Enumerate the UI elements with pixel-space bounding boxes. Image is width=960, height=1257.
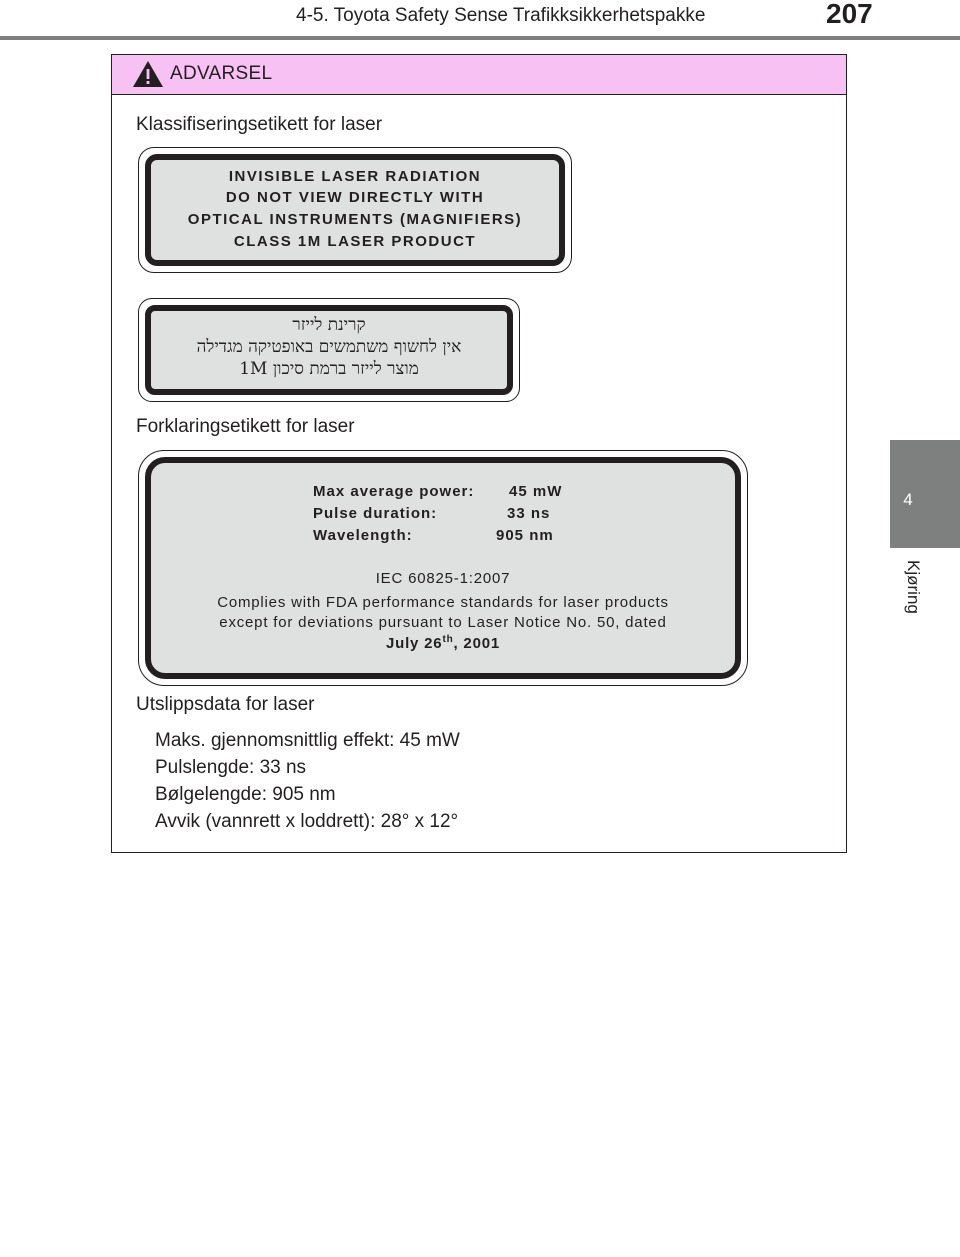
laser-explanation-label (138, 450, 748, 686)
emission-item: Avvik (vannrett x loddrett): 28° x 12° (155, 811, 459, 832)
label-line: DO NOT VIEW DIRECTLY WITH (225, 189, 485, 206)
emission-heading: Utslippsdata for laser (136, 694, 315, 715)
laser-classification-label-english (138, 147, 572, 273)
compliance-date: July 26th, 2001 (385, 634, 501, 652)
chapter-tab (890, 440, 960, 548)
chapter-number: 4 (903, 490, 913, 509)
emission-item: Maks. gjennomsnittlig effekt: 45 mW (155, 730, 460, 751)
warning-header (112, 55, 846, 95)
spec-value: 33 ns (507, 505, 551, 522)
spec-name: Wavelength: (313, 527, 413, 544)
label-line: אין לחשוף משתמשים באופטיקה מגדילה (196, 337, 462, 357)
classification-heading: Klassifiseringsetikett for laser (136, 114, 383, 135)
laser-classification-label-hebrew (138, 298, 520, 402)
spec-value: 45 mW (509, 483, 563, 500)
emission-item: Bølgelengde: 905 nm (155, 784, 336, 805)
page-number: 207 (826, 0, 873, 29)
spec-name: Max average power: (313, 483, 475, 500)
spec-name: Pulse duration: (313, 505, 438, 522)
label-line: CLASS 1M LASER PRODUCT (233, 233, 477, 250)
explanation-heading: Forklaringsetikett for laser (136, 416, 355, 437)
iec-standard: IEC 60825-1:2007 (375, 570, 511, 587)
spec-value: 905 nm (496, 527, 554, 544)
warning-title: ADVARSEL (170, 63, 273, 84)
compliance-line: Complies with FDA performance standards for laser products (217, 594, 669, 611)
page-header (0, 0, 960, 40)
warning-triangle-icon (132, 60, 164, 88)
compliance-line: except for deviations pursuant to Laser Notice No. 50, dated (219, 614, 667, 631)
label-line: קרינת לייזר (292, 315, 366, 335)
section-title: 4-5. Toyota Safety Sense Trafikksikkerhetspakke (296, 5, 706, 26)
label-line: OPTICAL INSTRUMENTS (MAGNIFIERS) (187, 211, 523, 228)
label-line: INVISIBLE LASER RADIATION (228, 168, 482, 185)
header-rule (0, 36, 960, 40)
emission-item: Pulslengde: 33 ns (155, 757, 307, 778)
label-line: מוצר לייזר ברמת סיכון 1M (239, 359, 419, 379)
chapter-label: Kjøring (904, 560, 923, 614)
